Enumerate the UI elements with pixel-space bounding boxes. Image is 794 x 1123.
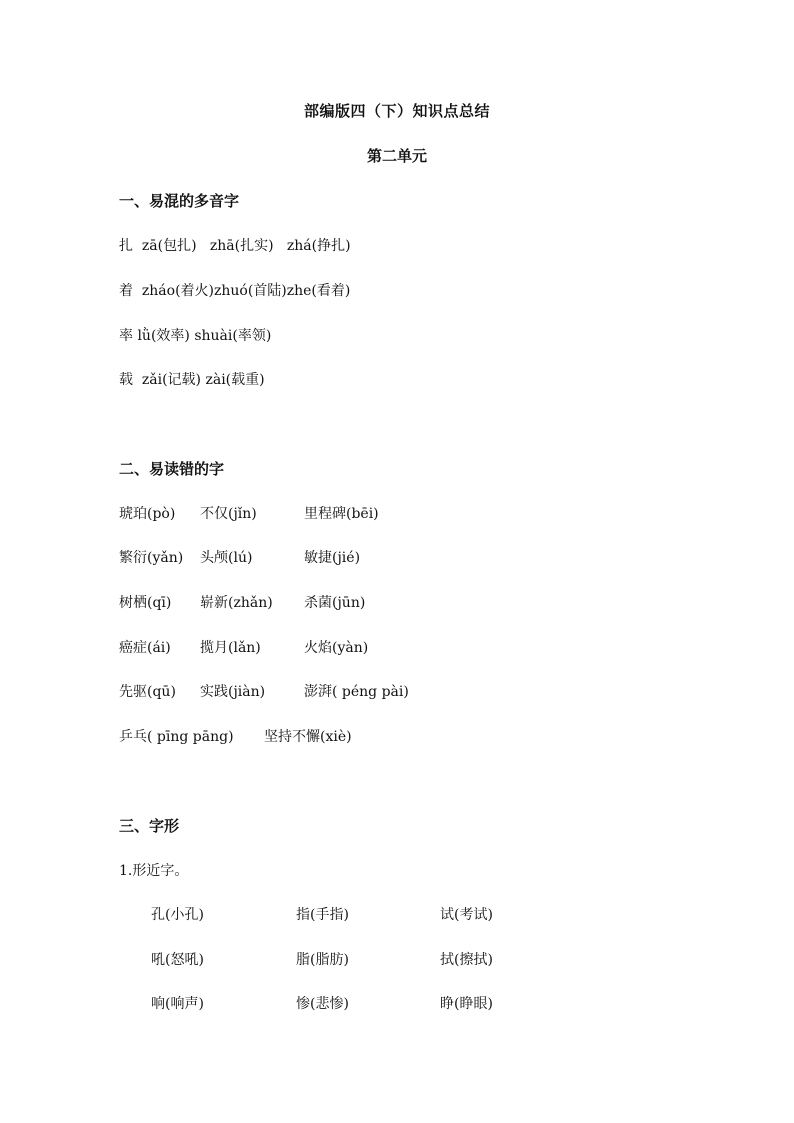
misread-word: 树栖(qī) bbox=[119, 595, 172, 611]
misread-word: 火焰(yàn) bbox=[304, 640, 369, 656]
section-heading-polyphones: 一、易混的多音字 bbox=[119, 192, 240, 210]
similar-char: 睁(睁眼) bbox=[440, 996, 493, 1012]
similar-char: 吼(怒吼) bbox=[151, 952, 204, 968]
misread-word: 坚持不懈(xiè) bbox=[264, 729, 352, 745]
similar-char: 孔(小孔) bbox=[151, 907, 204, 923]
polyphone-line: 载 zǎi(记载) zài(载重) bbox=[119, 372, 265, 388]
misread-word: 不仅(jǐn) bbox=[200, 506, 257, 522]
subsection-heading: 1.形近字。 bbox=[119, 863, 189, 879]
similar-char: 试(考试) bbox=[440, 907, 493, 923]
misread-word: 实践(jiàn) bbox=[200, 684, 266, 700]
polyphone-line: 率 lǜ(效率) shuài(率领) bbox=[119, 328, 272, 344]
misread-word: 先驱(qū) bbox=[119, 684, 176, 700]
section-heading-glyphs: 三、字形 bbox=[119, 817, 180, 835]
similar-char: 惨(悲惨) bbox=[296, 996, 349, 1012]
misread-word: 头颅(lú) bbox=[200, 550, 253, 566]
similar-char: 指(手指) bbox=[296, 907, 349, 923]
misread-word: 杀菌(jūn) bbox=[304, 595, 366, 611]
similar-char: 响(响声) bbox=[151, 996, 204, 1012]
misread-word: 里程碑(bēi) bbox=[304, 506, 379, 522]
unit-title: 第二单元 bbox=[366, 147, 427, 165]
misread-word: 繁衍(yǎn) bbox=[119, 550, 184, 566]
misread-word: 琥珀(pò) bbox=[119, 506, 176, 522]
misread-word: 揽月(lǎn) bbox=[200, 640, 261, 656]
document-title: 部编版四（下）知识点总结 bbox=[303, 102, 490, 120]
similar-char: 脂(脂肪) bbox=[296, 952, 349, 968]
misread-word: 癌症(ái) bbox=[119, 640, 171, 656]
misread-word: 崭新(zhǎn) bbox=[200, 595, 273, 611]
section-heading-misread: 二、易读错的字 bbox=[119, 460, 225, 478]
misread-word: 乒乓( pīng pāng) bbox=[119, 729, 234, 745]
similar-char: 拭(擦拭) bbox=[440, 952, 493, 968]
misread-word: 敏捷(jié) bbox=[304, 550, 361, 566]
polyphone-line: 着 zháo(着火)zhuó(首陆)zhe(看着) bbox=[119, 283, 351, 299]
misread-word: 澎湃( péng pài) bbox=[304, 684, 409, 700]
polyphone-line: 扎 zā(包扎) zhā(扎实) zhá(挣扎) bbox=[119, 238, 351, 254]
